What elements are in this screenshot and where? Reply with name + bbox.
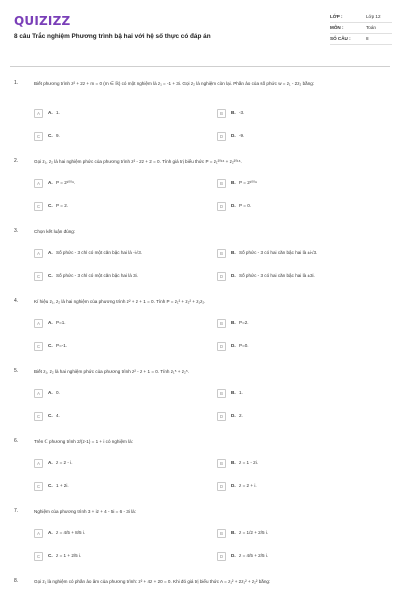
page-title: 8 câu Trắc nghiệm Phương trình bậ hai với hệ số thực có đáp án [14, 33, 211, 40]
option-text: z = 2 + i. [239, 483, 257, 488]
meta-row-class [330, 12, 392, 23]
option-label: C. [48, 343, 53, 348]
meta-row-subject [330, 23, 392, 34]
option-label: A. [48, 180, 53, 185]
option-letter-box: C [34, 202, 43, 211]
option-label: A. [48, 110, 53, 115]
option-label: D. [231, 413, 236, 418]
option-text: 0. [56, 390, 60, 395]
question-text: Gọi z₁, z₂ là hai nghiệm phức của phương trình z² - 2z + 2 = 0. Tính giá trị biểu thức P = z₁²⁰¹⁶ + z₂²⁰¹⁶. [34, 159, 242, 164]
option-label: D. [231, 343, 236, 348]
option-text: P=0. [239, 343, 249, 348]
meta-row-count [330, 34, 392, 45]
option-letter-box: C [34, 342, 43, 351]
question-text: Gọi z₁ là nghiệm có phần ảo âm của phương trình: z² + 4z + 20 = 0. Khi đó giá trị biểu thức A = z₁² + 2z₁² + z₂² bằng: [34, 579, 271, 584]
meta-panel [330, 12, 392, 45]
option-letter-box: D [217, 412, 226, 421]
question-text: Biết phương trình z² + 2z + m = 0 (m ∈ ℝ) có một nghiệm là z₁ = -1 + 3i. Gọi z₂ là nghiệm còn lại. Phần ảo của số phức w = z₁ - 2z₂ bằng: [34, 81, 315, 86]
option-letter-box: A [34, 179, 43, 188]
option-letter-box: B [217, 179, 226, 188]
meta-label: LỚP : [330, 14, 343, 19]
option-letter-box: D [217, 552, 226, 561]
option-label: D. [231, 483, 236, 488]
option-letter-box: A [34, 529, 43, 538]
option-label: B. [231, 320, 236, 325]
option-letter-box: D [217, 342, 226, 351]
question-text: Chọn kết luận đúng: [34, 229, 76, 234]
option-text: 1 + 2i. [56, 483, 69, 488]
meta-value: Toán [366, 25, 376, 30]
question-number: 8. [14, 578, 19, 584]
option-letter-box: A [34, 109, 43, 118]
option-letter-box: D [217, 482, 226, 491]
option-label: B. [231, 110, 236, 115]
question-number: 5. [14, 368, 19, 374]
option-letter-box: C [34, 412, 43, 421]
question-number: 7. [14, 508, 19, 514]
option-label: C. [48, 203, 53, 208]
question-text: Trên ℂ phương trình 2/(z-1) = 1 + i có nghiệm là: [34, 439, 134, 444]
option-label: A. [48, 390, 53, 395]
option-letter-box: B [217, 249, 226, 258]
question-text: Kí hiệu z₁, z₂ là hai nghiệm của phương trình z² + z + 1 = 0. Tính P = z₁² + z₂² + z₁z₂. [34, 299, 206, 304]
option-text: 1. [239, 390, 243, 395]
option-label: D. [231, 133, 236, 138]
option-label: B. [231, 460, 236, 465]
option-letter-box: D [217, 132, 226, 141]
question-number: 3. [14, 228, 19, 234]
option-letter-box: A [34, 459, 43, 468]
option-text: -3. [239, 110, 245, 115]
meta-label: MÔN : [330, 25, 344, 30]
option-label: C. [48, 553, 53, 558]
option-letter-box: A [34, 389, 43, 398]
option-letter-box: C [34, 132, 43, 141]
option-text: -9. [239, 133, 245, 138]
meta-value: 8 [366, 36, 369, 41]
option-text: z = 4/5 + 8/5 i. [56, 530, 86, 535]
question-number: 1. [14, 80, 19, 86]
option-text: Số phức - 3 chỉ có một căn bậc hai là 3i. [56, 273, 138, 278]
option-label: B. [231, 250, 236, 255]
question-number: 2. [14, 158, 19, 164]
option-label: C. [48, 273, 53, 278]
option-text: P = 0. [239, 203, 252, 208]
option-text: 2. [239, 413, 243, 418]
option-label: C. [48, 133, 53, 138]
quizizz-logo: QUIZIZZ [14, 14, 71, 28]
question-text: Biết z₁, z₂ là hai nghiệm phức của phương trình z² - z + 1 = 0. Tính z₁⁵ + z₂⁵. [34, 369, 190, 374]
header-divider [10, 66, 390, 67]
option-label: D. [231, 203, 236, 208]
option-letter-box: D [217, 272, 226, 281]
option-text: 4. [56, 413, 60, 418]
option-text: z = 1 - 2i. [239, 460, 259, 465]
option-label: C. [48, 483, 53, 488]
option-letter-box: D [217, 202, 226, 211]
question-number: 4. [14, 298, 19, 304]
option-letter-box: B [217, 459, 226, 468]
meta-label: SỐ CÂU : [330, 36, 351, 41]
option-text: Số phức - 3 có hai căn bậc hai là ±3i. [239, 273, 315, 278]
option-text: P=1. [56, 320, 66, 325]
option-text: 9. [56, 133, 60, 138]
option-letter-box: A [34, 319, 43, 328]
option-text: z = 1 + 2/5 i. [56, 553, 82, 558]
option-letter-box: C [34, 552, 43, 561]
option-label: A. [48, 250, 53, 255]
meta-value: Lớp 12 [366, 14, 381, 19]
option-text: z = 4/5 + 2/5 i. [239, 553, 269, 558]
option-text: P = 2¹⁰⁰⁹. [56, 180, 76, 185]
option-letter-box: B [217, 319, 226, 328]
option-label: A. [48, 460, 53, 465]
option-label: A. [48, 320, 53, 325]
option-label: D. [231, 553, 236, 558]
option-text: P = 2. [56, 203, 69, 208]
question-text: Nghiệm của phương trình 3 + iz + 4 - 5i = 6 - 3i là: [34, 509, 136, 514]
option-letter-box: C [34, 482, 43, 491]
option-letter-box: A [34, 249, 43, 258]
option-text: Số phức - 3 có hai căn bậc hai là ±i√3. [239, 250, 318, 255]
option-text: Số phức - 3 chỉ có một căn bậc hai là -i√3. [56, 250, 143, 255]
option-text: 1. [56, 110, 60, 115]
option-text: P=-1. [56, 343, 68, 348]
option-text: z = 2 - i. [56, 460, 73, 465]
option-label: B. [231, 390, 236, 395]
option-label: D. [231, 273, 236, 278]
option-text: P = 2¹⁰⁰⁹ [239, 180, 257, 185]
option-letter-box: B [217, 389, 226, 398]
option-text: z = 1/2 + 2/5 i. [239, 530, 269, 535]
option-label: C. [48, 413, 53, 418]
option-label: B. [231, 180, 236, 185]
option-label: A. [48, 530, 53, 535]
option-letter-box: C [34, 272, 43, 281]
option-text: P=2. [239, 320, 249, 325]
question-number: 6. [14, 438, 19, 444]
option-letter-box: B [217, 109, 226, 118]
option-label: B. [231, 530, 236, 535]
option-letter-box: B [217, 529, 226, 538]
